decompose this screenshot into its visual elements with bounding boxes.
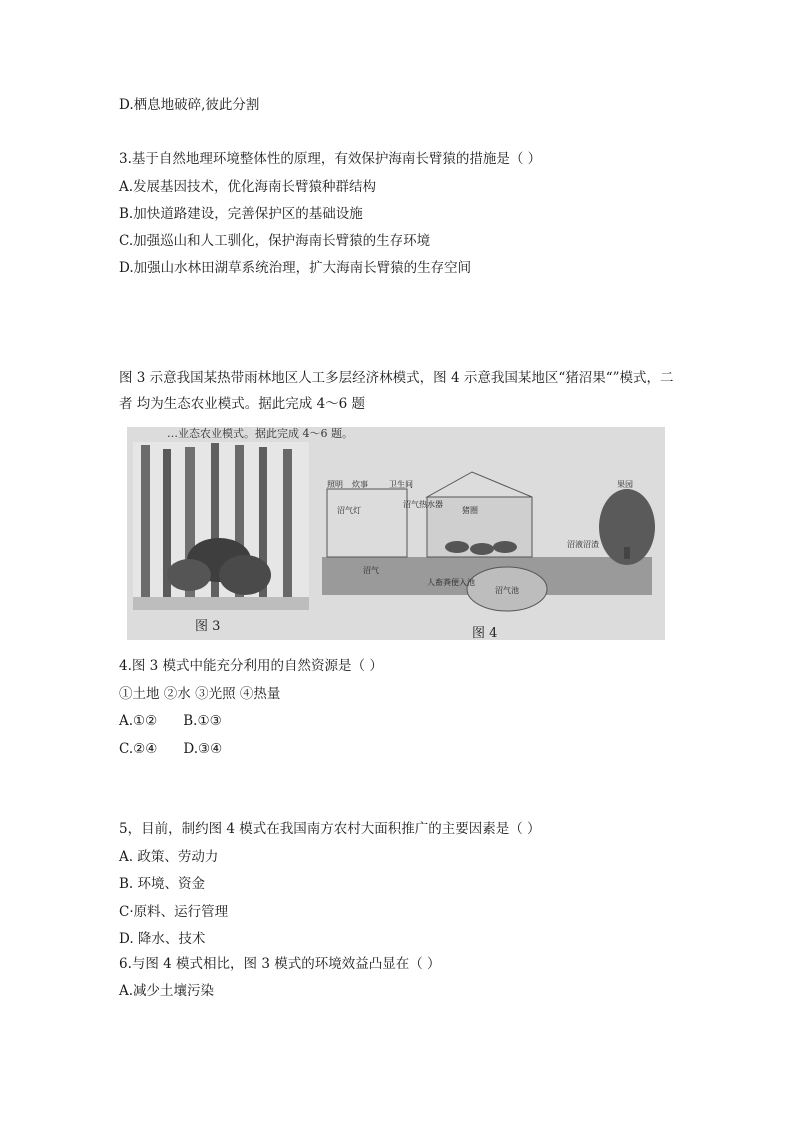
q3-option-d: D.加强山水林田湖草系统治理，扩大海南长臂猿的生存空间 xyxy=(119,260,472,276)
figure-intro: 图 3 示意我国某热带雨林地区人工多层经济林模式，图 4 示意我国某地区“猪沼果“”模式，二者 均为生态农业模式。据此完成 4～6 题 xyxy=(119,370,674,412)
q4-option-b: B.①③ xyxy=(183,713,222,729)
q4-option-a: A.①② xyxy=(119,713,158,729)
q5-option-b: B. 环境、资金 xyxy=(119,876,206,892)
q3-option-b: B.加快道路建设，完善保护区的基础设施 xyxy=(119,206,363,222)
q5-option-a: A. 政策、劳动力 xyxy=(119,849,219,865)
label-bathroom: 卫生间 xyxy=(389,480,413,489)
q5-option-d: D. 降水、技术 xyxy=(119,931,206,947)
q5-option-c: C·原料、运行管理 xyxy=(119,904,229,920)
q4-options-row-2 xyxy=(119,740,222,758)
q4-items: ①土地 ②水 ③光照 ④热量 xyxy=(119,686,281,702)
label-biogas-tank: 沼气池 xyxy=(495,586,519,595)
q4-stem: 4.图 3 模式中能充分利用的自然资源是（ ） xyxy=(119,658,383,674)
q4-option-c: C.②④ xyxy=(119,741,158,757)
label-lighting: 照明 xyxy=(327,480,343,489)
q5-stem: 5，目前，制约图 4 模式在我国南方农村大面积推广的主要因素是（ ） xyxy=(119,821,541,837)
q3-stem: 3.基于自然地理环境整体性的原理，有效保护海南长臂猿的措施是（ ） xyxy=(119,151,542,167)
label-biogas: 沼气 xyxy=(363,566,379,575)
label-cooking: 炊事 xyxy=(352,480,368,489)
label-slurry: 沼液沼渣 xyxy=(567,540,599,549)
fig4-caption: 图 4 xyxy=(472,626,498,640)
q4-option-d: D.③④ xyxy=(183,741,223,757)
label-biogas-lamp: 沼气灯 xyxy=(337,506,361,515)
label-excrement: 人畜粪便入池 xyxy=(427,578,475,587)
fig3-caption: 图 3 xyxy=(195,619,221,634)
q6-option-a: A.减少土壤污染 xyxy=(119,983,215,999)
q3-option-c: C.加强巡山和人工驯化，保护海南长臂猿的生存环境 xyxy=(119,233,431,249)
label-biogas-water-heater: 沼气热水器 xyxy=(403,500,443,509)
label-pigsty: 猪圈 xyxy=(462,506,478,515)
label-orchard: 果园 xyxy=(617,480,633,489)
q3-option-a: A.发展基因技术，优化海南长臂猿种群结构 xyxy=(119,179,377,195)
q6-stem: 6.与图 4 模式相比，图 3 模式的环境效益凸显在（ ） xyxy=(119,956,441,972)
q2-option-d: D.栖息地破碎,彼此分割 xyxy=(119,97,260,113)
figure-3-forest xyxy=(133,442,309,634)
figure-3-4-image xyxy=(127,427,665,640)
figure-top-text: …业态农业模式。据此完成 4～6 题。 xyxy=(167,427,353,440)
q4-options-row-1 xyxy=(119,712,222,730)
